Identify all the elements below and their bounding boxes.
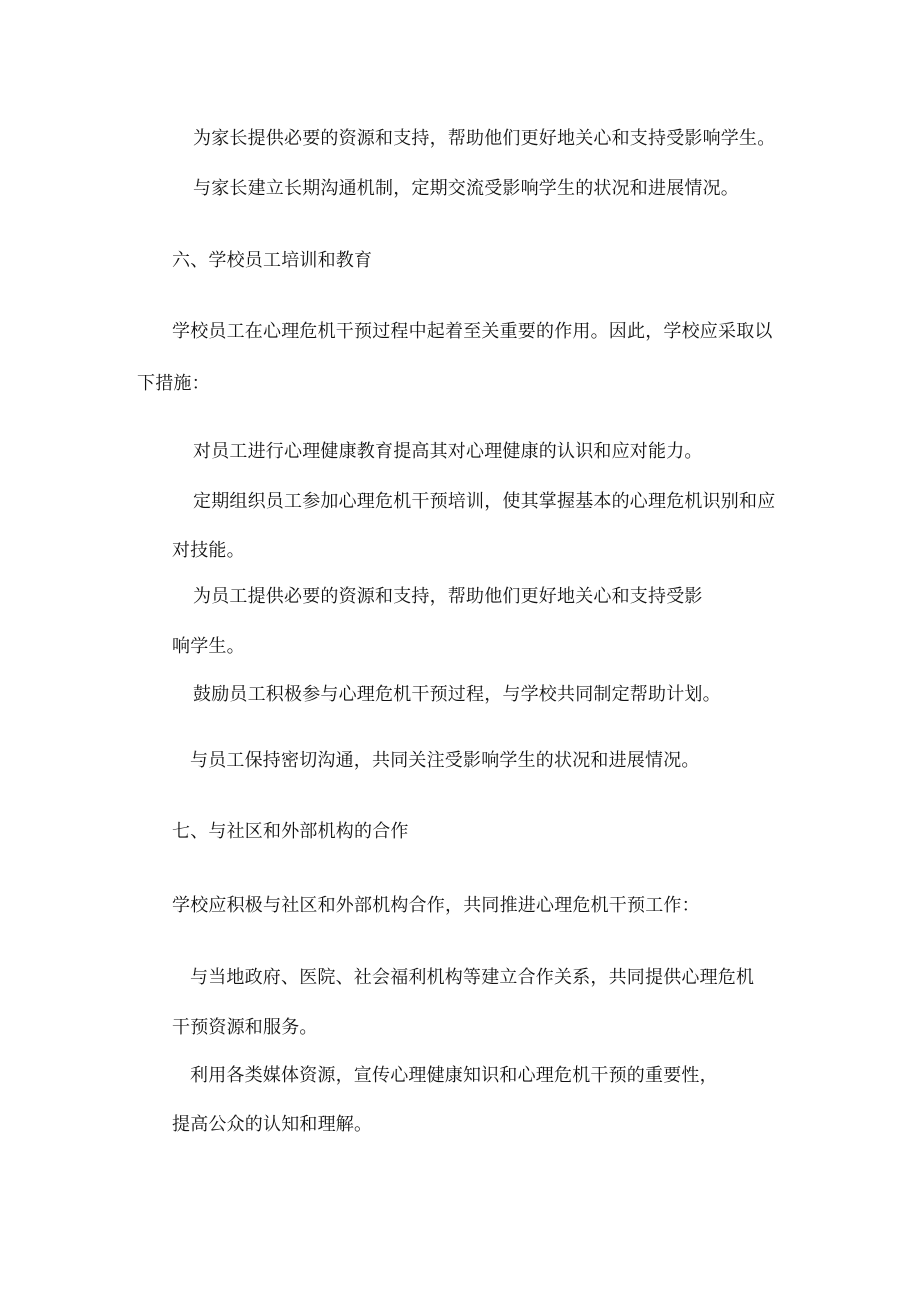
paragraph-parent-communication: 与家长建立长期沟通机制，定期交流受影响学生的状况和进展情况。 xyxy=(193,178,739,199)
paragraph-staff-resources: 为员工提供必要的资源和支持，帮助他们更好地关心和支持受影 xyxy=(193,586,703,607)
paragraph-community-intro: 学校应积极与社区和外部机构合作，共同推进心理危机干预工作： xyxy=(172,895,700,916)
paragraph-staff-intro: 学校员工在心理危机干预过程中起着至关重要的作用。因此，学校应采取以 xyxy=(172,321,773,342)
paragraph-staff-intro-continued: 下措施： xyxy=(137,373,210,394)
paragraph-parent-support: 为家长提供必要的资源和支持，帮助他们更好地关心和支持受影响学生。 xyxy=(193,128,776,149)
paragraph-staff-education: 对员工进行心理健康教育提高其对心理健康的认识和应对能力。 xyxy=(193,441,703,462)
paragraph-staff-participation: 鼓励员工积极参与心理危机干预过程，与学校共同制定帮助计划。 xyxy=(193,684,721,705)
paragraph-media-publicity: 利用各类媒体资源，宣传心理健康知识和心理危机干预的重要性， xyxy=(190,1065,718,1086)
paragraph-staff-communication: 与员工保持密切沟通，共同关注受影响学生的状况和进展情况。 xyxy=(190,750,700,771)
section-heading-community-cooperation: 七、与社区和外部机构的合作 xyxy=(172,821,409,842)
paragraph-media-publicity-continued: 提高公众的认知和理解。 xyxy=(172,1114,373,1135)
section-heading-staff-training: 六、学校员工培训和教育 xyxy=(172,250,373,271)
paragraph-community-partnership: 与当地政府、医院、社会福利机构等建立合作关系，共同提供心理危机 xyxy=(190,967,755,988)
paragraph-staff-resources-continued: 响学生。 xyxy=(172,636,245,657)
paragraph-staff-training: 定期组织员工参加心理危机干预培训，使其掌握基本的心理危机识别和应 xyxy=(193,491,776,512)
paragraph-community-partnership-continued: 干预资源和服务。 xyxy=(172,1017,318,1038)
paragraph-staff-training-continued: 对技能。 xyxy=(172,540,245,561)
